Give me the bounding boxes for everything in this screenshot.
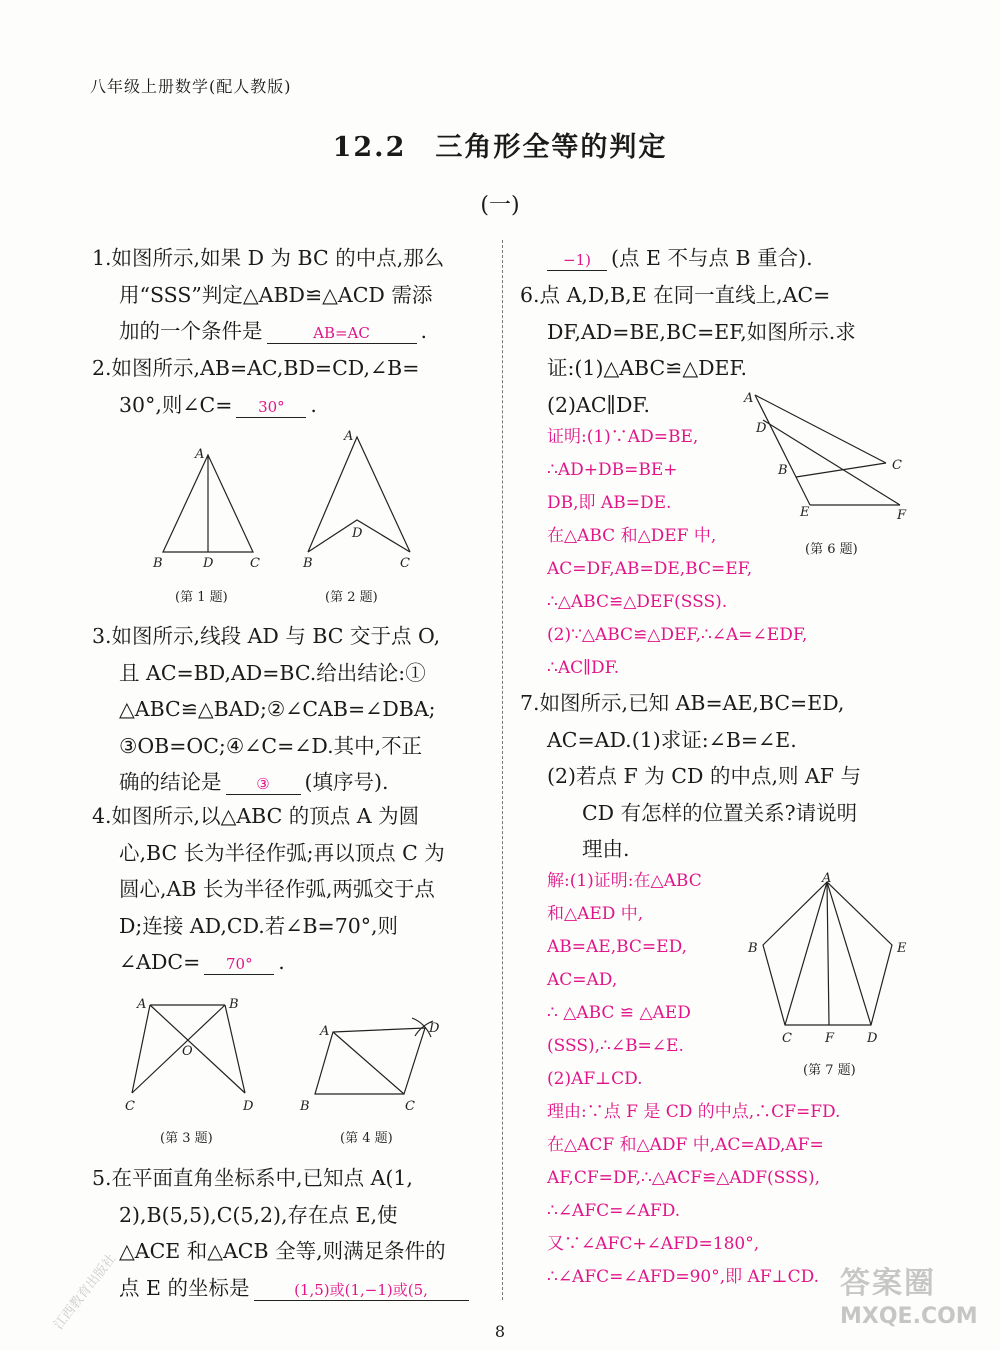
label-E: E xyxy=(800,505,810,520)
figure-4-caption: (第 4 题) xyxy=(340,1131,393,1146)
label-D: D xyxy=(429,1021,440,1036)
answer-blank-5: (1,5)或(1,−1)或(5, xyxy=(254,1280,469,1301)
label-B: B xyxy=(153,556,163,571)
label-B: B xyxy=(778,463,788,478)
label-A: A xyxy=(744,391,754,406)
figure-1-caption: (第 1 题) xyxy=(175,590,228,605)
label-C: C xyxy=(782,1031,792,1046)
label-D: D xyxy=(756,421,767,436)
label-D: D xyxy=(867,1031,878,1046)
label-B: B xyxy=(748,941,758,956)
question-5: 5.在平面直角坐标系中,已知点 A(1, 2),B(5,5),C(5,2),存在点 E,使 △ACE 和△ACB 全等,则满足条件的 点 E 的坐标是 (1,5)或(1,−1)或(5, xyxy=(92,1160,487,1306)
question-6: 6.点 A,D,B,E 在同一直线上,AC= DF,AD=BE,BC=EF,如图所示.求 证:(1)△ABC≌△DEF. (2)AC∥DF. xyxy=(520,283,856,417)
label-D: D xyxy=(352,526,363,541)
label-A: A xyxy=(137,997,147,1012)
label-D: D xyxy=(243,1099,254,1114)
label-E: E xyxy=(897,941,907,956)
page-number: 8 xyxy=(494,1322,506,1341)
figure-6-caption: (第 6 题) xyxy=(805,542,858,557)
label-O: O xyxy=(182,1044,193,1059)
label-A: A xyxy=(822,871,832,886)
question-4: 4.如图所示,以△ABC 的顶点 A 为圆 心,BC 长为半径作弧;再以顶点 C 为 圆心,AB 长为半径作弧,两弧交于点 D;连接 AD,CD.若∠B=70°,则 ∠ADC= 70° . xyxy=(92,804,445,974)
figure-3-caption: (第 3 题) xyxy=(160,1131,213,1146)
running-header: 八年级上册数学(配人教版) xyxy=(90,77,292,96)
figure-6 xyxy=(740,385,925,565)
logo-text: 答案圈 xyxy=(840,1266,936,1301)
site-logo-watermark xyxy=(840,1258,990,1338)
label-B: B xyxy=(229,997,239,1012)
question-5-continued: −1) (点 E 不与点 B 重合). xyxy=(520,240,920,277)
figure-3-4 xyxy=(115,990,455,1150)
label-A: A xyxy=(320,1024,330,1039)
question-2: 2.如图所示,AB=AC,BD=CD,∠B= 30°,则∠C= 30° . xyxy=(92,356,420,417)
label-C: C xyxy=(400,556,410,571)
answer-blank-1: AB=AC xyxy=(267,323,417,344)
figure-2-caption: (第 2 题) xyxy=(325,590,378,605)
label-F: F xyxy=(825,1031,835,1046)
site-text: MXQE.COM xyxy=(840,1304,978,1329)
label-C: C xyxy=(405,1099,415,1114)
label-C: C xyxy=(892,458,902,473)
figure-4 xyxy=(315,1018,433,1094)
answer-blank-4: 70° xyxy=(204,954,274,975)
label-C: C xyxy=(125,1099,135,1114)
question-7: 7.如图所示,已知 AB=AE,BC=ED, AC=AD.(1)求证:∠B=∠E. (2)若点 F 为 CD 的中点,则 AF 与 CD 有怎样的位置关系?请说明 理由. xyxy=(520,691,862,861)
label-F: F xyxy=(897,508,907,523)
section-title: 12.2 三角形全等的判定 xyxy=(332,132,668,163)
figure-1 xyxy=(163,455,253,552)
answer-blank-3: ③ xyxy=(226,774,301,795)
answer-blank-5-cont: −1) xyxy=(547,250,607,271)
subsection-title: (一) xyxy=(480,193,520,218)
figure-7 xyxy=(745,870,920,1085)
label-A: A xyxy=(195,447,205,462)
q7-solution-part-a: 解:(1)证明:在△ABC 和△AED 中, AB=AE,BC=ED, AC=AD, ∴ △ABC ≌ △AED (SSS),∴∠B=∠E. (2)AF⊥CD. xyxy=(547,871,702,1089)
label-C: C xyxy=(250,556,260,571)
label-D: D xyxy=(203,556,214,571)
label-A: A xyxy=(344,429,354,444)
figure-7-caption: (第 7 题) xyxy=(803,1063,856,1078)
q6-solution-part-a: 证明:(1)∵AD=BE, ∴AD+DB=BE+ DB,即 AB=DE. xyxy=(547,427,699,513)
label-B: B xyxy=(303,556,313,571)
q7-solution-part-b: 理由:∵点 F 是 CD 的中点,∴CF=FD. 在△ACF 和△ADF 中,AC=AD,AF= AF,CF=DF,∴△ACF≌△ADF(SSS), ∴∠AFC=∠AFD. 又∵∠AFC+∠AFD=180°, ∴∠AFC=∠AFD=90°,即 AF⊥CD. xyxy=(547,1102,841,1287)
answer-blank-2: 30° xyxy=(236,397,306,418)
label-B: B xyxy=(300,1099,310,1114)
watermark-text: 江西教育出版社 xyxy=(51,1251,120,1333)
column-divider xyxy=(502,240,503,1300)
q6-solution-part-b: 在△ABC 和△DEF 中, AC=DF,AB=DE,BC=EF, ∴△ABC≌△DEF(SSS). (2)∵△ABC≌△DEF,∴∠A=∠EDF, ∴AC∥DF. xyxy=(547,526,808,678)
figure-1-2 xyxy=(140,425,440,610)
question-3: 3.如图所示,线段 AD 与 BC 交于点 O, 且 AC=BD,AD=BC.给出结论:① △ABC≌△BAD;②∠CAB=∠DBA; ③OB=OC;④∠C=∠D.其中,不正 确的结论是 ③ (填序号). xyxy=(92,624,441,794)
question-1: 1.如图所示,如果 D 为 BC 的中点,那么 用“SSS”判定△ABD≌△ACD 需添 加的一个条件是 AB=AC . xyxy=(92,246,445,343)
